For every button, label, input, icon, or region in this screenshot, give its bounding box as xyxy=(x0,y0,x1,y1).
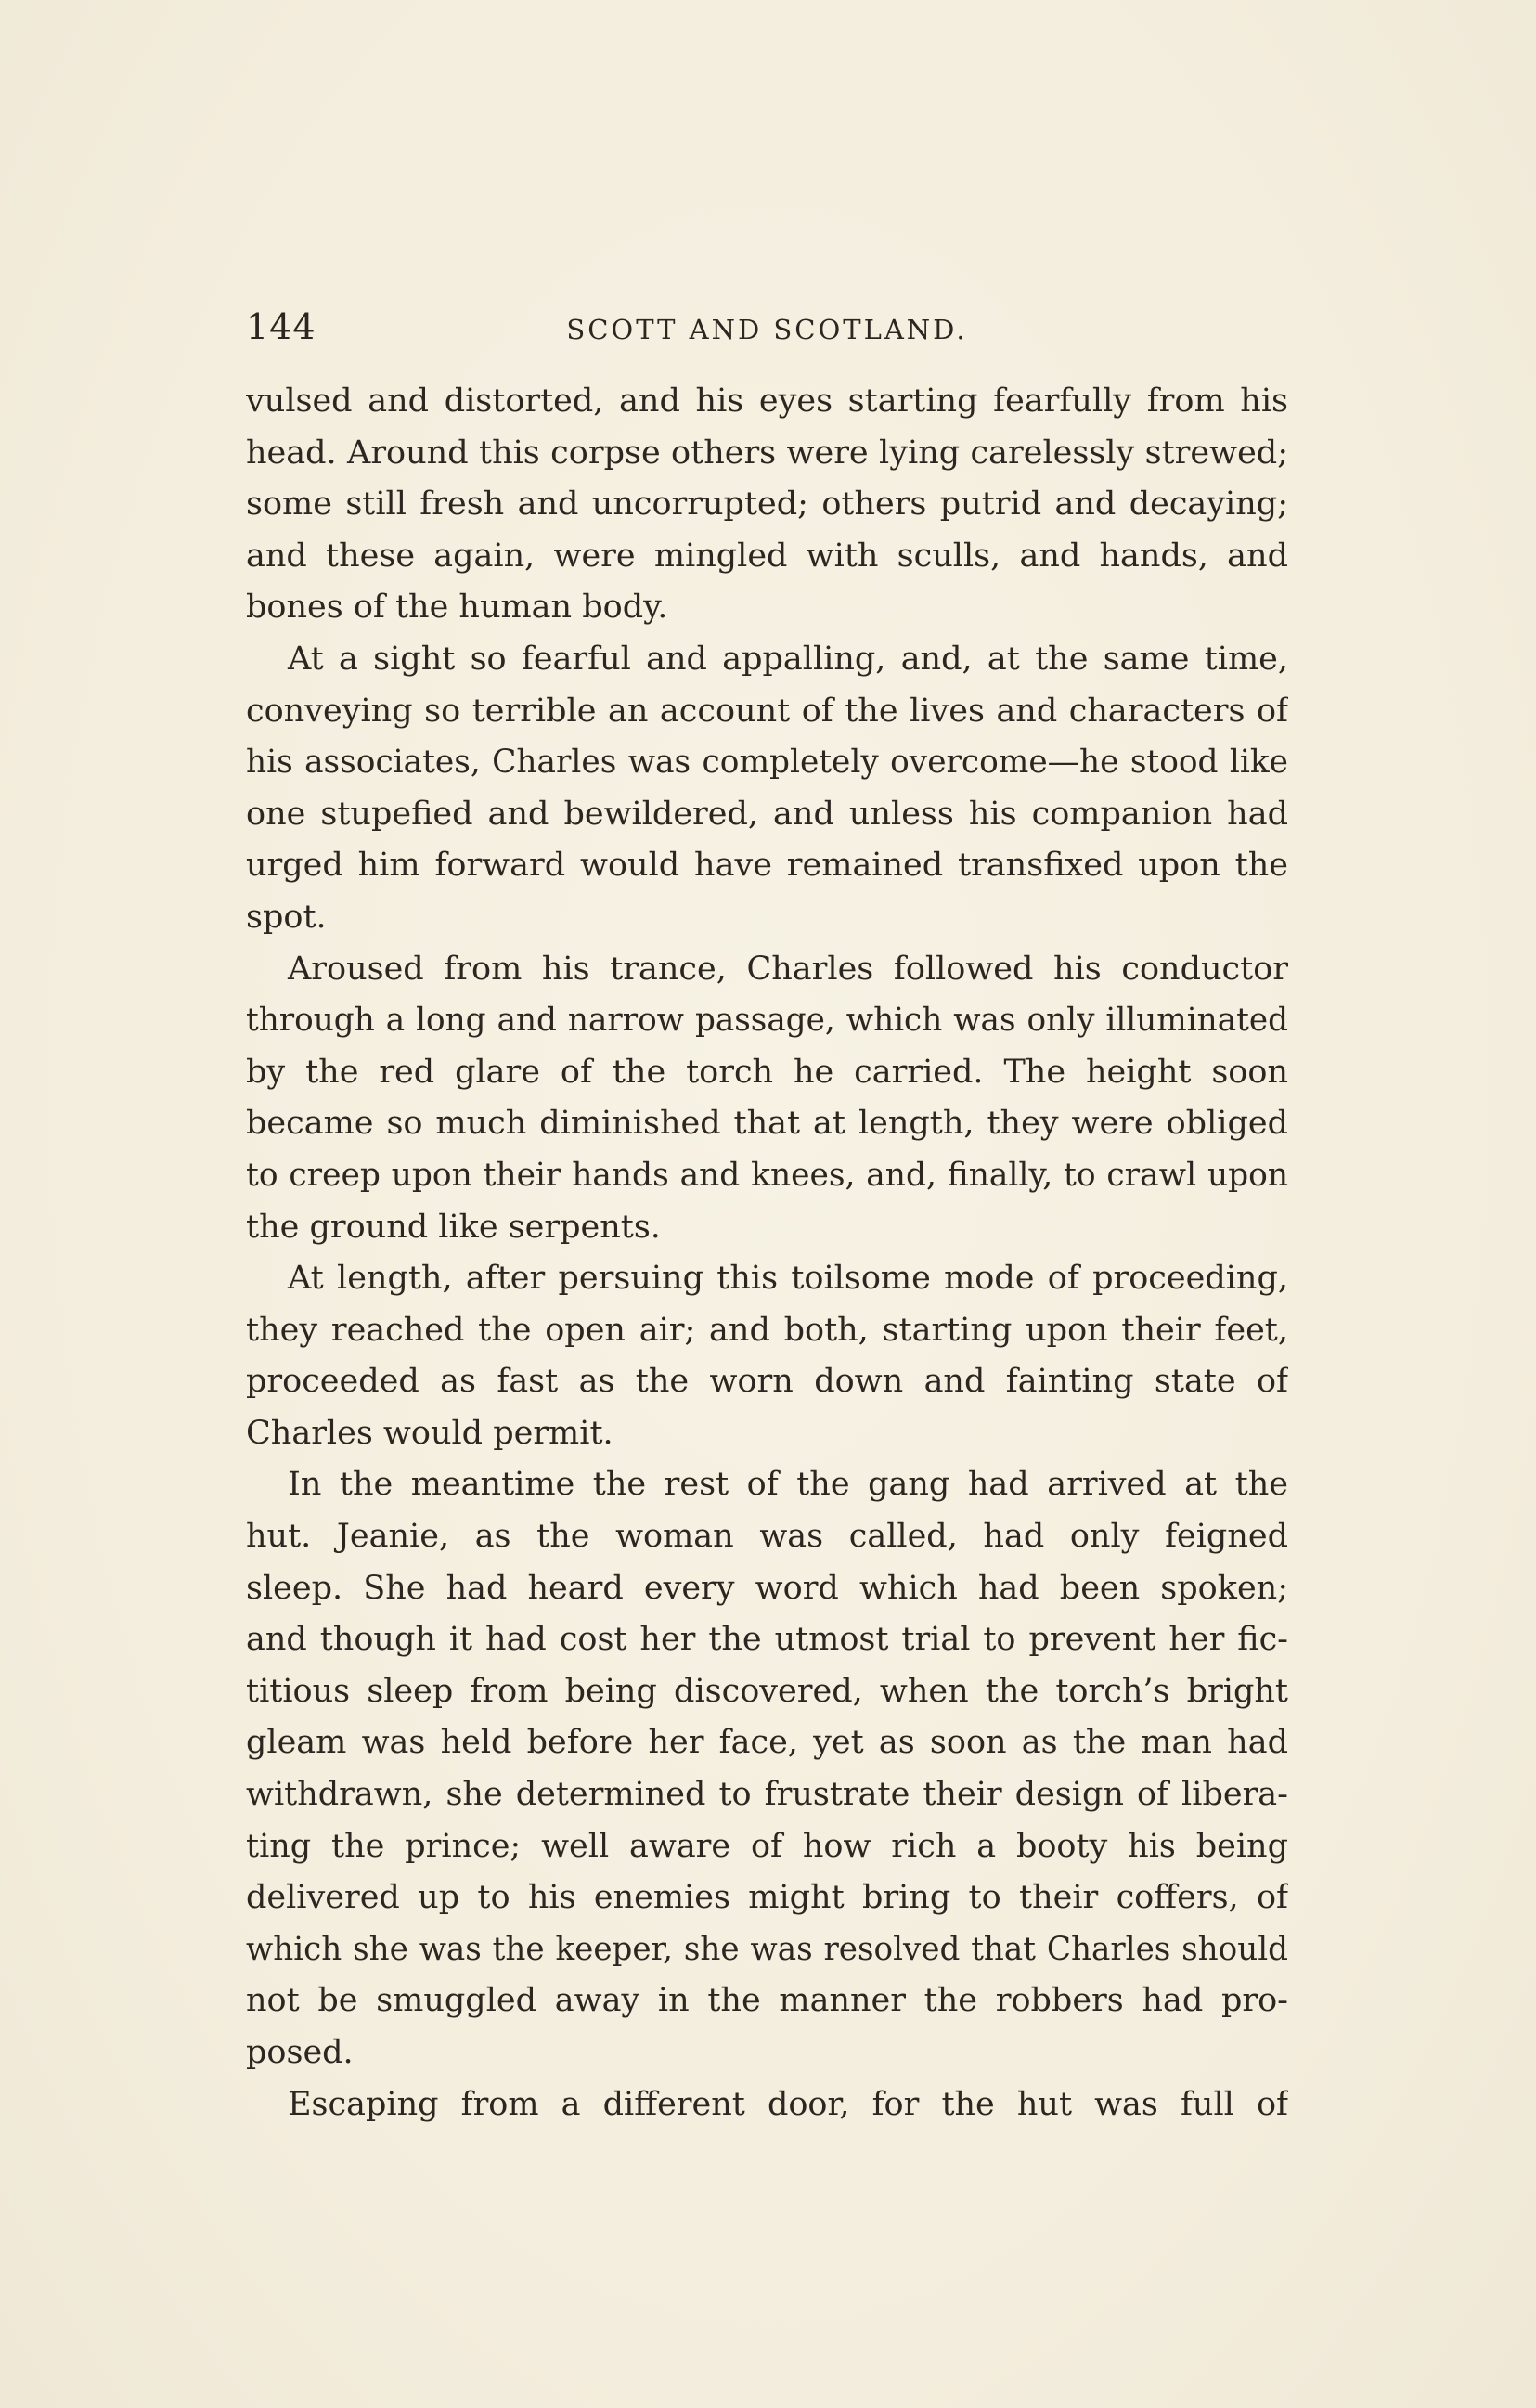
text-line: At length, after persuing this toilsome mode of proceeding, xyxy=(288,1260,1288,1298)
text-line: they reached the open air; and both, starting upon their feet, xyxy=(246,1311,1288,1349)
text-line: ting the prince; well aware of how rich a booty his being xyxy=(246,1827,1288,1865)
body-text xyxy=(246,376,1288,2130)
text-line: withdrawn, she determined to frustrate their design of libera- xyxy=(246,1776,1288,1814)
text-line: urged him forward would have remained transfixed upon the xyxy=(246,847,1288,885)
text-line: Aroused from his trance, Charles followed his conductor xyxy=(288,950,1288,988)
text-line: and these again, were mingled with sculls, and hands, and xyxy=(246,537,1288,575)
text-line: to creep upon their hands and knees, and, finally, to crawl upon xyxy=(246,1156,1288,1194)
text-line: Charles would permit. xyxy=(246,1414,613,1452)
text-line: posed. xyxy=(246,2034,354,2071)
text-line: conveying so terrible an account of the lives and characters of xyxy=(246,692,1288,730)
text-line: head. Around this corpse others were lying carelessly strewed; xyxy=(246,434,1288,472)
page-number: 144 xyxy=(246,306,316,347)
text-line: some still fresh and uncorrupted; others putrid and decaying; xyxy=(246,485,1288,524)
text-line: through a long and narrow passage, which was only illuminated xyxy=(246,1002,1288,1040)
text-line: In the meantime the rest of the gang had arrived at the xyxy=(288,1466,1288,1504)
text-line: became so much diminished that at length, they were obliged xyxy=(246,1105,1288,1143)
text-line: hut. Jeanie, as the woman was called, had only feigned xyxy=(246,1518,1288,1556)
running-head: SCOTT AND SCOTLAND. xyxy=(566,314,968,345)
text-line: delivered up to his enemies might bring to their coffers, of xyxy=(246,1879,1288,1917)
text-line: not be smuggled away in the manner the robbers had pro- xyxy=(246,1982,1288,2020)
text-line: Escaping from a different door, for the hut was full of xyxy=(288,2085,1288,2123)
text-line: bones of the human body. xyxy=(246,589,668,627)
text-line: spot. xyxy=(246,898,327,936)
text-line: by the red glare of the torch he carried. The height soon xyxy=(246,1053,1288,1091)
text-line: gleam was held before her face, yet as soon as the man had xyxy=(246,1724,1288,1762)
text-line: titious sleep from being discovered, when the torch’s bright xyxy=(246,1672,1288,1710)
page-header xyxy=(246,306,1288,362)
text-line: which she was the keeper, she was resolved that Charles should xyxy=(246,1930,1288,1968)
text-line: his associates, Charles was completely overcome—he stood like xyxy=(246,744,1288,782)
text-line: vulsed and distorted, and his eyes starting fearfully from his xyxy=(246,382,1288,420)
text-line: At a sight so fearful and appalling, and, at the same time, xyxy=(288,640,1288,678)
text-line: one stupefied and bewildered, and unless his companion had xyxy=(246,795,1288,833)
text-line: the ground like serpents. xyxy=(246,1208,661,1246)
text-line: sleep. She had heard every word which had been spoken; xyxy=(246,1569,1288,1607)
text-line: proceeded as fast as the worn down and fainting state of xyxy=(246,1363,1288,1401)
text-line: and though it had cost her the utmost trial to prevent her fic- xyxy=(246,1621,1288,1659)
